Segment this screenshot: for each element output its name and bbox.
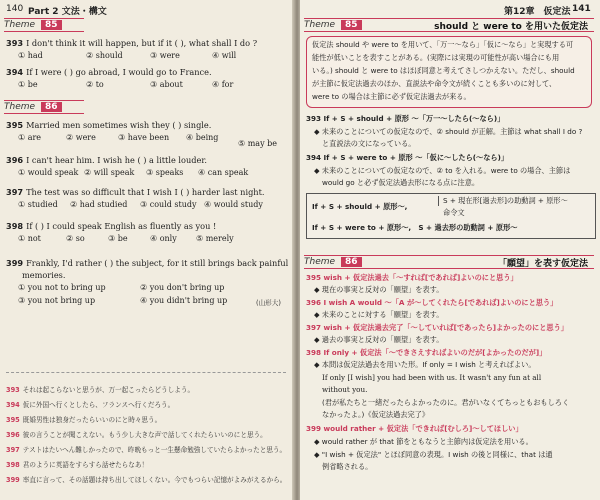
theme-label: Theme — [4, 20, 36, 30]
choice: ① not — [18, 234, 41, 243]
left-page — [0, 0, 294, 500]
note: ◆ 過去の事実と反対の「願望」を表す。 — [314, 335, 444, 344]
question-399-cont: memories. — [22, 270, 66, 280]
example: If only [I wish] you had been with us. It wasn't any fun at all — [322, 373, 542, 382]
question-397: 397 The test was so difficult that I wish I ( ) harder last night. — [6, 187, 265, 197]
theme-85-heading — [4, 18, 84, 32]
note: ◆ 現在の事実と反対の「願望」を表す。 — [314, 285, 444, 294]
choice: ④ can speak — [198, 168, 249, 177]
rule-399: 399 would rather + 仮定法「できれば[むしろ]～してほしい」 — [306, 424, 523, 433]
choice: ② should — [86, 51, 123, 60]
choice: ④ you didn't bring up — [140, 296, 228, 305]
choice: ⑤ may be — [238, 139, 277, 148]
answer-row — [6, 444, 286, 454]
choice: ③ you not bring up — [18, 296, 96, 305]
box-line: 仮定法 should や were to を用いて、「万一～なら」「仮に～なら」と実現する可 — [312, 40, 574, 49]
page-number-left: 140 — [6, 4, 24, 14]
choice: ③ speaks — [146, 168, 184, 177]
answer-number: 393 — [6, 386, 20, 394]
answer-row — [6, 429, 267, 439]
theme-number: 86 — [341, 257, 362, 267]
note: ◆ "I wish + 仮定法" とほぼ同意の表現。I wish の後と同様に、that は通 — [314, 450, 553, 459]
question-393: 393 I don't think it will happen, but if it ( ), what shall I do ? — [6, 38, 258, 48]
theme-title: 「願望」を表す仮定法 — [497, 258, 588, 269]
chapter-header: 第12章 仮定法 — [504, 7, 571, 17]
theme-label: Theme — [304, 257, 336, 267]
choice: ④ will — [212, 51, 237, 60]
choice: ④ would study — [204, 200, 263, 209]
choice: ② you don't bring up — [140, 283, 225, 292]
rule-395: 395 wish + 仮定法過去「～すれば[であれば]よいのにと思う」 — [306, 273, 518, 282]
question-394: 394 If I were ( ) go abroad, I would go to France. — [6, 67, 212, 77]
answer-number: 397 — [6, 446, 20, 454]
answer-text: 君のように英語をすらすら話せたらなあ！ — [22, 461, 149, 469]
choice: ③ were — [150, 51, 180, 60]
rule-397: 397 wish + 仮定法過去完了「～していれば[であったら]よかったのにと思う」 — [306, 323, 568, 332]
choice: ④ for — [212, 80, 234, 89]
question-395: 395 Married men sometimes wish they ( ) single. — [6, 120, 212, 130]
box-line: were to の場合は主節に必ず仮定法過去が来る。 — [312, 92, 471, 101]
example: without you. — [322, 385, 368, 394]
choice: ⑤ merely — [196, 234, 234, 243]
answer-number: 395 — [6, 416, 20, 424]
choice: ① you not to bring up — [18, 283, 106, 292]
right-page — [300, 0, 600, 500]
choice: ③ could study — [140, 200, 197, 209]
question-396: 396 I can't hear him. I wish he ( ) a little louder. — [6, 155, 207, 165]
choice: ③ have been — [118, 133, 170, 142]
choice: ③ about — [150, 80, 183, 89]
choice: ② were — [66, 133, 96, 142]
rule-393: 393 If + S + should + 原形 ～「万一～したら(～なら)」 — [306, 114, 505, 123]
theme-number: 85 — [341, 20, 362, 30]
part-header: Part 2 文法・構文 — [28, 7, 107, 17]
theme-85-heading-right — [304, 18, 594, 32]
choice: ④ being — [186, 133, 219, 142]
rule-394: 394 If + S + were to + 原形 ～「仮に～したら(～なら)」 — [306, 153, 509, 162]
formula-option: S + 現在形[過去形]の助動詞 + 原形～ — [438, 196, 568, 206]
divider — [6, 372, 286, 373]
theme-86-heading — [4, 100, 84, 114]
answer-number: 398 — [6, 461, 20, 469]
answer-text: 仮に外国へ行くとしたら、フランスへ行くだろう。 — [22, 401, 175, 409]
note: ◆ 未来のことについての仮定なので、② to を入れる。were to の場合、主節は — [314, 166, 571, 175]
answer-row — [6, 459, 148, 469]
answer-number: 399 — [6, 476, 20, 484]
choice: ① would speak — [18, 168, 79, 177]
theme-label: Theme — [304, 20, 336, 30]
answer-text: 既婚男性は独身だったらいいのにと時々思う。 — [22, 416, 162, 424]
page-number-right: 141 — [572, 4, 591, 14]
choice: ② to — [86, 80, 104, 89]
formula-line: If + S + should + 原形～, — [312, 202, 408, 211]
answer-text: 彼の言うことが聞こえない。もう少し大きな声で話してくれたらいいのにと思う。 — [22, 431, 267, 439]
theme-number: 86 — [41, 102, 62, 112]
example-translation: (君が私たちと一緒だったらよかったのに。君がいなくてちっともおもしろく — [322, 398, 570, 407]
theme-number: 85 — [41, 20, 62, 30]
question-398: 398 If ( ) I could speak English as fluently as you ! — [6, 221, 217, 231]
answer-row — [6, 399, 174, 409]
choice: ① be — [18, 80, 38, 89]
answer-text: それは起こらないと思うが、万一起こったらどうしよう。 — [22, 386, 195, 394]
note: ◆ 本問は仮定法過去を用いた形。If only = I wish と考えればよい。 — [314, 360, 536, 369]
answer-text: テストはたいへん難しかったので、昨晩もっと一生懸命勉強していたらよかったと思う。 — [22, 446, 287, 454]
formula-option: 命令文 — [443, 208, 465, 217]
box-line: いる。) should と were to はほぼ同意と考えてさしつかえない。ただし、should — [312, 66, 575, 75]
note: ◆ 未来のことについての仮定なので、② should が正解。主節は what shall I do ? — [314, 127, 583, 136]
note: と直説法の文になっている。 — [322, 139, 416, 148]
answer-row — [6, 414, 161, 424]
choice: ① studied — [18, 200, 58, 209]
choice: ① are — [18, 133, 42, 142]
answer-row — [6, 474, 286, 484]
choice: ② so — [66, 234, 85, 243]
note: 例省略される。 — [322, 462, 373, 471]
box-line: が主節に仮定法過去のほか、直説法や命令文が続くことも多いのに対して、 — [312, 79, 557, 88]
choice: ② had studied — [70, 200, 128, 209]
rule-398: 398 If only + 仮定法「～できさえすればよいのだが[よかったのだが]」 — [306, 348, 547, 357]
answer-row — [6, 384, 194, 394]
note: would go と必ず仮定法過去形になる点に注意。 — [322, 178, 480, 187]
note: ◆ would rather が that 節をともなうと主節内は仮定法を用いる。 — [314, 437, 533, 446]
box-line: 能性が低いことを表すことがある。(実際には実現の可能性が高い場合にも用 — [312, 53, 560, 62]
theme-title: should と were to を用いた仮定法 — [434, 21, 588, 32]
theme-86-heading-right — [304, 255, 594, 269]
answer-number: 394 — [6, 401, 20, 409]
theme-label: Theme — [4, 102, 36, 112]
rule-396: 396 I wish A would ～「A が～してくれたら[であれば]よいのにと思う」 — [306, 298, 558, 307]
example-translation: なかったよ。)《仮定法過去完了》 — [322, 410, 430, 419]
answer-number: 396 — [6, 431, 20, 439]
choice: ② will speak — [84, 168, 135, 177]
choice: ③ be — [108, 234, 128, 243]
choice: ④ only — [150, 234, 177, 243]
question-399: 399 Frankly, I'd rather ( ) the subject, for it still brings back painful — [6, 258, 289, 268]
formula-line: If + S + were to + 原形～, S + 過去形の助動詞 + 原形～ — [312, 223, 518, 232]
answer-text: 率直に言って、その話題は持ち出してほしくない。今でもつらい記憶がよみがえるから。 — [22, 476, 287, 484]
choice: ① had — [18, 51, 43, 60]
note: ◆ 未来のことに対する「願望」を表す。 — [314, 310, 444, 319]
source-note: (山形大) — [256, 299, 281, 307]
